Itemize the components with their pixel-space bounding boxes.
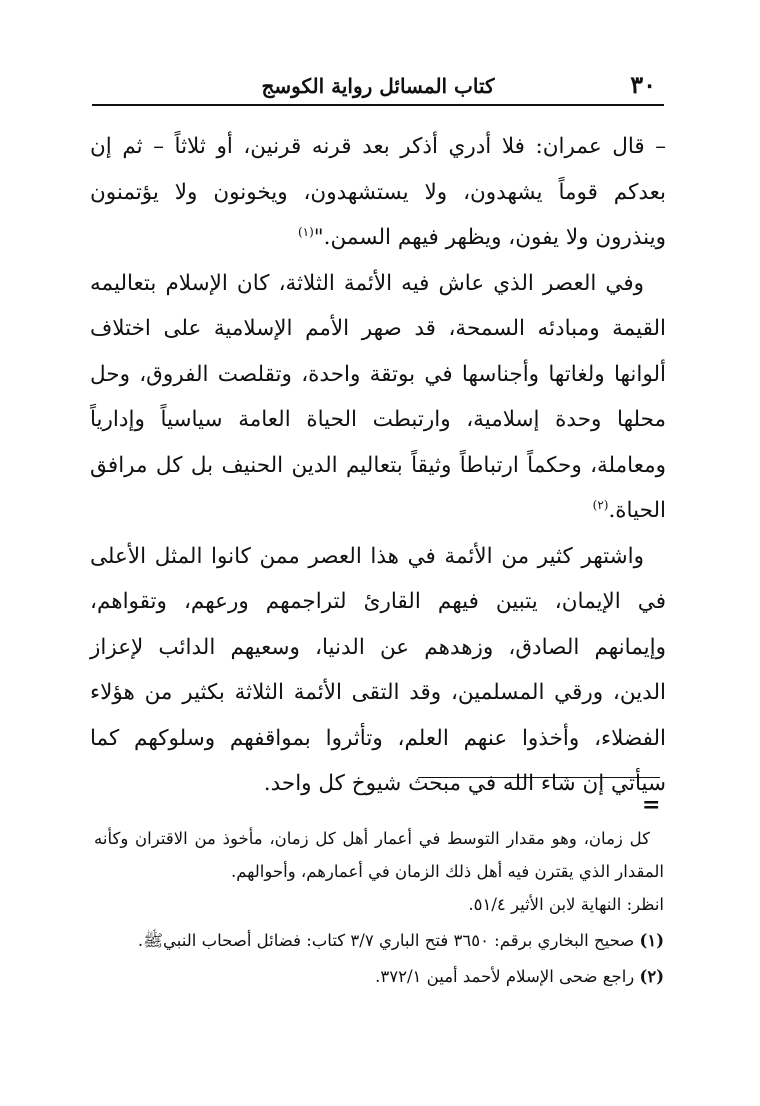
page-number: ٣٠ [630,70,656,99]
footnote-1 [94,924,664,957]
paragraph-imams [90,534,666,807]
footnote-ref-2: (٢) [592,497,609,512]
footnote-2 [94,960,664,993]
footnotes [94,822,664,993]
footnote-text: راجع ضحى الإسلام لأحمد أمين ٣٧٢/١. [375,967,635,986]
paragraph-hadith-end [90,124,666,261]
paragraph-era [90,261,666,534]
footnote-continued: كل زمان، وهو مقدار التوسط في أعمار أهل كل زمان، مأخوذ من الاقتران وكأنه المقدار الذي يقترن فيه أهل ذلك الزمان في أعمارهم، وأحوالهم. [94,829,664,881]
footnote-continuation-mark: = [642,792,661,818]
footnote-separator [418,777,660,778]
paragraph-text: – قال عمران: فلا أدري أذكر بعد قرنه قرنين، أو ثلاثاً – ثم إن بعدكم قوماً يشهدون، ولا يستشهدون، ويخونون ولا يؤتمنون وينذرون ولا يفون، ويظهر فيهم السمن." [90,134,666,250]
footnote-number: (١) [639,931,664,950]
footnote-ref-1: (١) [297,224,314,239]
footnote-reference: انظر: النهاية لابن الأثير ٥١/٤. [468,895,664,914]
footnote-text: صحيح البخاري برقم: ٣٦٥٠ فتح الباري ٣/٧ كتاب: فضائل أصحاب النبيﷺ. [137,931,635,950]
running-title: كتاب المسائل رواية الكوسج [261,74,495,98]
footnote-number: (٢) [639,967,664,986]
page-header [92,66,664,106]
main-text [90,124,666,807]
paragraph-text: واشتهر كثير من الأئمة في هذا العصر ممن كانوا المثل الأعلى في الإيمان، يتبين فيهم القارئ لتراجمهم ورعهم، وتقواهم، وإيمانهم الصادق، وزهدهم عن الدنيا، وسعيهم الدائب لإعزاز الدين، ورقي المسلمين، وقد التقى الأئمة الثلاثة بكثير من هؤلاء الفضلاء، وأخذوا عنهم العلم، وتأثروا بمواقفهم وسلوكهم كما سيأتي إن شاء الله في مبحث شيوخ كل واحد. [90,543,666,796]
paragraph-text: وفي العصر الذي عاش فيه الأئمة الثلاثة، كان الإسلام بتعاليمه القيمة ومبادئه السمحة، قد صهر الأمم الإسلامية على اختلاف ألوانها ولغاتها وأجناسها في بوتقة واحدة، وتقلصت الفروق، وحل محلها وحدة إسلامية، وارتبطت الحياة العامة سياسياً وإدارياً ومعاملة، وحكماً ارتباطاً وثيقاً بتعاليم الدين الحنيف بل كل مرافق الحياة. [90,270,666,523]
